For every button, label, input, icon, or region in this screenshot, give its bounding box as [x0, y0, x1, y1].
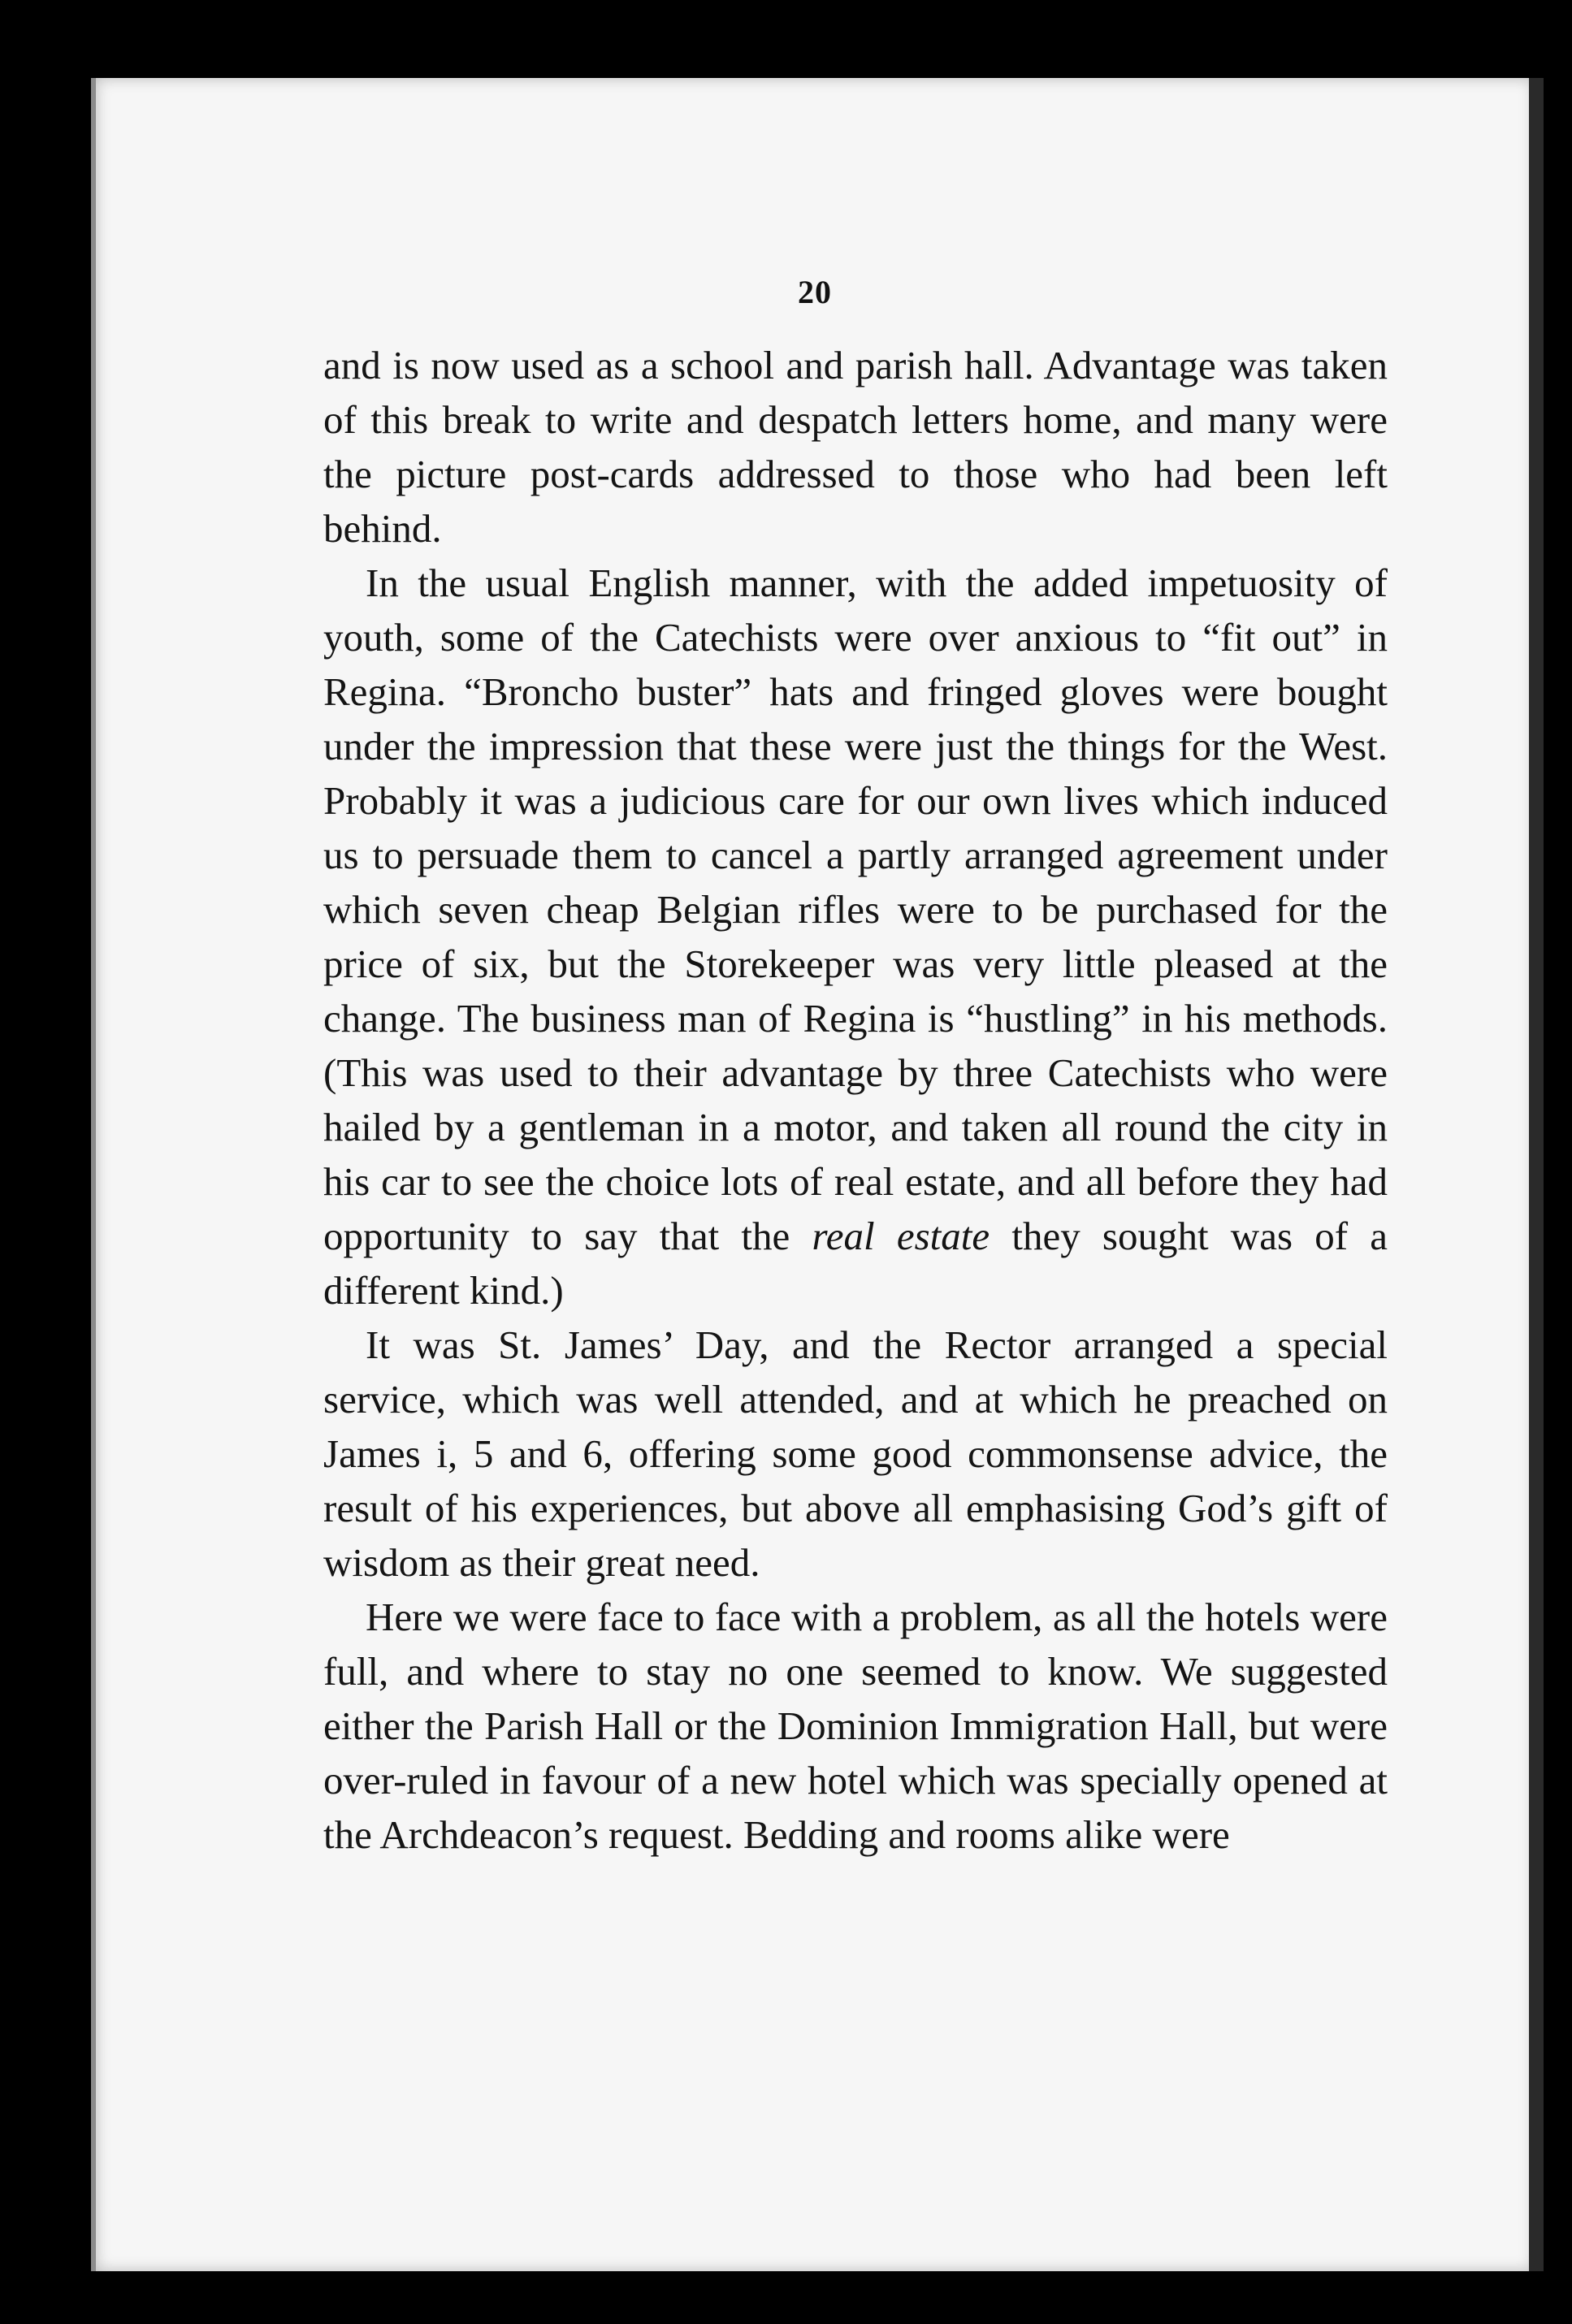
paragraph-2 [323, 556, 1388, 1318]
page-number: 20 [798, 274, 832, 310]
paragraph-1: and is now used as a school and parish hall. Advantage was taken of this break to write and despatch letters home, and many were the picture post-cards addressed to those who had been left behind. [323, 343, 1388, 551]
paragraph-2-text-start: In the usual English manner, with the added impetuosity of youth, some of the Catechists were over anxious to “fit out” in Regina. “Broncho buster” hats and fringed gloves were bought under the impression that these were just the things for the West. Probably it was a judicious care for our own lives which induced us to persuade them to cancel a partly arranged agreement under which seven cheap Belgian rifles were to be purchased for the price of six, but the Storekeeper was very little pleased at the change. The business man of Regina is “hustling” in his methods. (This was used to their advantage by three Catechists who were hailed by a gentleman in a motor, and taken all round the city in his car to see the choice lots of real estate, and all before they had opportunity to say that the [323, 560, 1388, 1258]
page-right-edge [1529, 78, 1544, 2271]
paragraph-3: It was St. James’ Day, and the Rector arranged a special service, which was well attended, and at which he preached on James i, 5 and 6, offering some good commonsense advice, the result of his experiences, but above all emphasising God’s gift of wisdom as their great need. [323, 1322, 1388, 1585]
book-page [91, 78, 1534, 2271]
body-text [323, 338, 1388, 1862]
paragraph-4: Here we were face to face with a problem, as all the hotels were full, and where to stay no one seemed to know. We suggested either the Parish Hall or the Dominion Immigration Hall, but were over-ruled in favour of a new hotel which was specially opened at the Archdeacon’s request. Bedding and rooms alike were [323, 1595, 1388, 1857]
italic-phrase-real-estate: real estate [812, 1214, 990, 1258]
paragraph-2-text-end: they sought was of a different kind.) [323, 1214, 1388, 1313]
